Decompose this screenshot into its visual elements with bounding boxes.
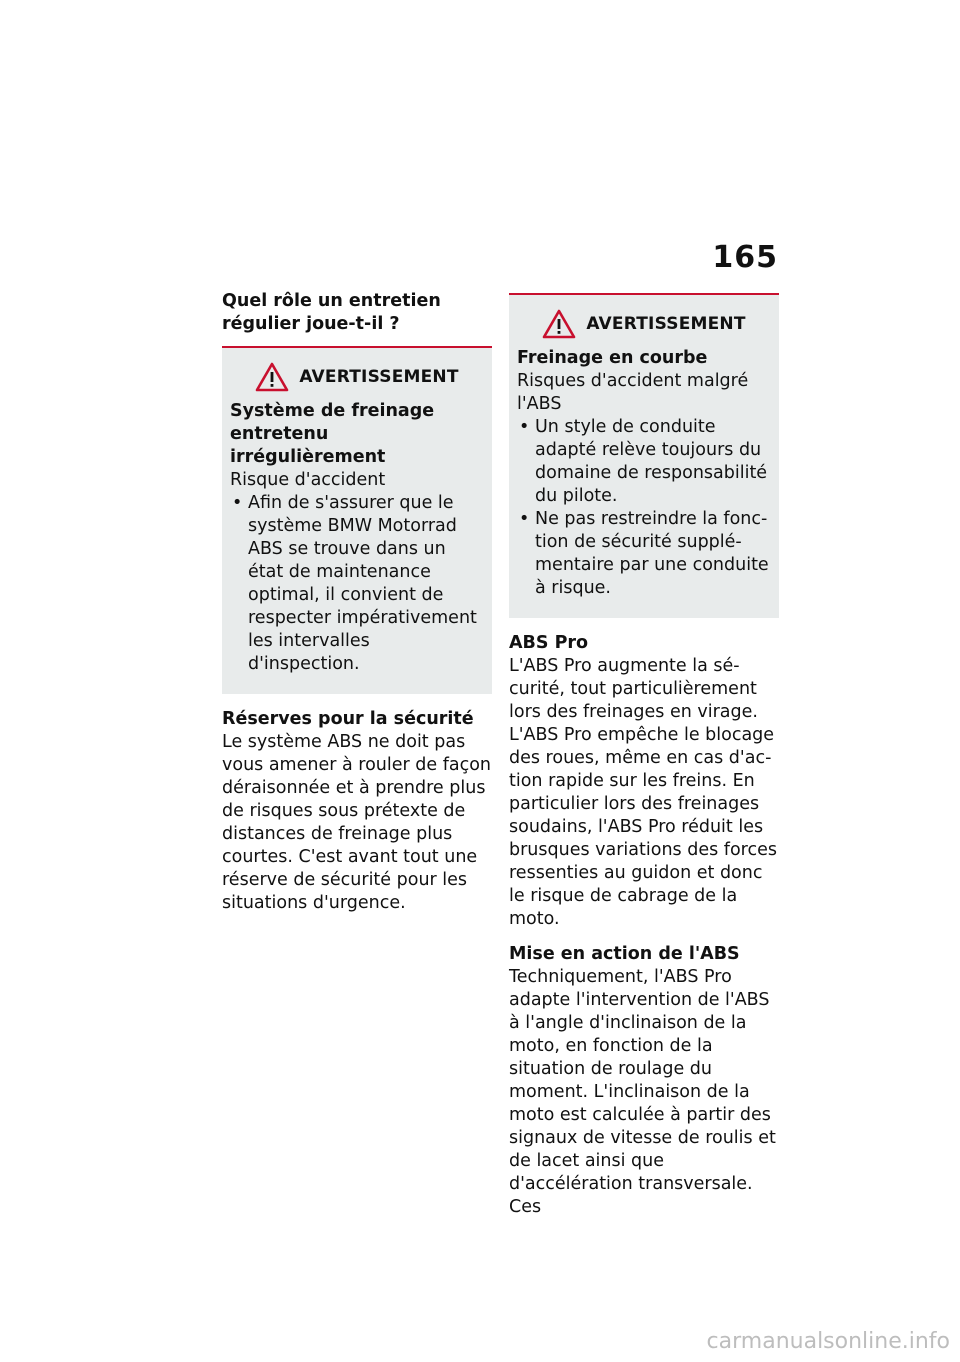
section-heading-abs-pro: ABS Pro	[509, 633, 589, 653]
section-text-safety: Le système ABS ne doit pas vous amener à rouler de façon déraisonnée et à prendre plus de risques sous prétexte de distances de freinage plus courtes. C'est avant tout une réserve de sécurité pour les situations d'urgence.	[222, 732, 492, 913]
warning-title: AVERTISSEMENT	[299, 367, 459, 387]
page-number: 165	[712, 240, 778, 275]
warning-title: AVERTISSEMENT	[586, 314, 746, 334]
warning-bullet: • Ne pas restreindre la fonction de sécurité supplémentaire par une conduite à risque.	[517, 508, 771, 600]
section-heading-maintenance: Quel rôle un entretien régulier joue-t-il ?	[222, 290, 492, 348]
left-column	[222, 290, 492, 915]
section-safety-reserve	[222, 708, 492, 915]
warning-box-cornering	[509, 293, 779, 618]
section-heading-abs-activation: Mise en action de l'ABS	[509, 944, 740, 964]
warning-subtitle: Système de freinage entretenu irrégulièrement	[230, 401, 435, 467]
warning-risk: Risque d'accident	[230, 470, 386, 490]
section-abs-activation	[509, 943, 779, 1219]
section-text-abs-activation: Techniquement, l'ABS Pro adapte l'intervention de l'ABS à l'angle d'inclinaison de la moto, en fonction de la situation de roulage du moment. L'inclinaison de la moto est calculée à partir des signaux de vitesse de roulis et de lacet ainsi que d'accélération transversale. Ces	[509, 967, 776, 1217]
warning-bullet-list	[517, 416, 771, 600]
warning-bullet: • Un style de conduite adapté relève toujours du domaine de responsabilité du pilote.	[517, 416, 771, 508]
warning-title-row	[517, 309, 771, 339]
warning-subtitle: Freinage en courbe	[517, 348, 708, 368]
warning-triangle-icon	[542, 309, 576, 339]
warning-bullet: • Afin de s'assurer que le système BMW Motorrad ABS se trouve dans un état de maintenance optimal, il convient de respecter impérativement les intervalles d'inspection.	[230, 492, 484, 676]
right-column	[509, 293, 779, 1219]
watermark: carmanualsonline.info	[706, 1329, 950, 1354]
warning-triangle-icon	[255, 362, 289, 392]
section-text-abs-pro: L'ABS Pro augmente la sécurité, tout particulièrement lors des freinages en virage. L'ABS Pro empêche le blocage des roues, même en cas d'action rapide sur les freins. En particulier lors des freinages soudains, l'ABS Pro réduit les brusques variations des forces ressenties au guidon et donc le risque de cabrage de la moto.	[509, 656, 777, 929]
warning-bullet-list	[230, 492, 484, 676]
warning-title-row	[230, 362, 484, 392]
section-heading-safety: Réserves pour la sécurité	[222, 709, 474, 729]
warning-box-maintenance	[222, 348, 492, 694]
warning-risk: Risques d'accident malgré l'ABS	[517, 371, 749, 414]
section-abs-pro	[509, 632, 779, 931]
